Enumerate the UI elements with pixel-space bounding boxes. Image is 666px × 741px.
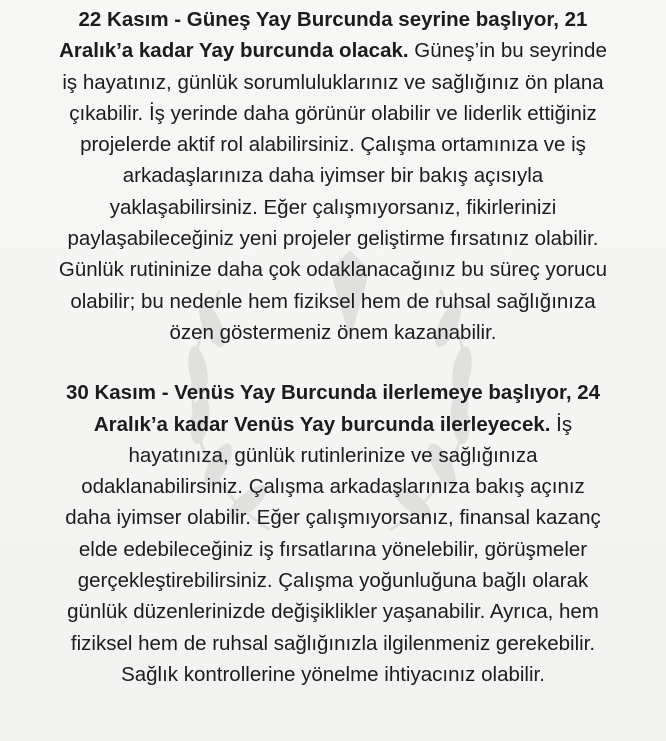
text-line	[10, 534, 656, 565]
text-line	[10, 409, 656, 440]
body-text: gerçekleştirebilirsiniz. Çalışma yoğunluğuna bağlı olarak	[77, 569, 589, 593]
body-text: günlük düzenlerinizde değişiklikler yaşanabilir. Ayrıca, hem	[67, 600, 599, 624]
body-text: elde edebileceğiniz iş fırsatlarına yönelebilir, görüşmeler	[78, 537, 588, 561]
body-text: Güneş’in bu seyrinde	[408, 39, 607, 63]
heading-text: 30 Kasım - Venüs Yay Burcunda ilerlemeye başlıyor, 24	[65, 381, 601, 405]
body-text: yaklaşabilirsiniz. Eğer çalışmıyorsanız, fikirlerinizi	[109, 195, 557, 219]
body-text: fiziksel hem de ruhsal sağlığınızla ilgilenmeniz gerekebilir.	[70, 631, 596, 655]
heading-text: Aralık’a kadar Venüs Yay burcunda ilerleyecek.	[93, 412, 551, 436]
text-line	[10, 471, 656, 502]
text-line	[10, 628, 656, 659]
text-line	[10, 596, 656, 627]
body-text: Sağlık kontrollerine yönelme ihtiyacınız olabilir.	[121, 662, 545, 686]
horoscope-article	[0, 4, 666, 690]
body-text: daha iyimser olabilir. Eğer çalışmıyorsanız, finansal kazanç	[65, 506, 601, 530]
text-line	[10, 223, 656, 254]
body-text: iş hayatınız, günlük sorumluluklarınız ve sağlığınız ön plana	[62, 70, 604, 94]
text-line	[10, 440, 656, 471]
text-line	[10, 129, 656, 160]
body-text: hayatınıza, günlük rutinlerinize ve sağlığınıza	[128, 443, 538, 467]
section-venus-in-sagittarius	[0, 377, 666, 690]
text-line	[10, 192, 656, 223]
body-text: çıkabilir. İş yerinde daha görünür olabilir ve liderlik ettiğiniz	[69, 101, 597, 125]
heading-text: 22 Kasım - Güneş Yay Burcunda seyrine başlıyor, 21	[78, 8, 588, 31]
text-line	[10, 286, 656, 317]
text-line	[10, 67, 656, 98]
body-text: İş	[550, 412, 573, 436]
body-text: projelerde aktif rol alabilirsiniz. Çalışma ortamınıza ve iş	[80, 133, 586, 157]
text-line	[10, 254, 656, 285]
section-sun-in-sagittarius	[0, 4, 666, 348]
body-text: Günlük rutininize daha çok odaklanacağınız bu süreç yorucu	[58, 258, 608, 282]
body-text: özen göstermeniz önem kazanabilir.	[169, 320, 497, 344]
paragraph-gap	[0, 348, 666, 377]
heading-text: Aralık’a kadar Yay burcunda olacak.	[59, 39, 409, 63]
text-line	[10, 377, 656, 408]
text-line	[10, 35, 656, 66]
text-line	[10, 160, 656, 191]
text-line	[10, 4, 656, 35]
text-line	[10, 502, 656, 533]
body-text: arkadaşlarınıza daha iyimser bir bakış açısıyla	[122, 164, 544, 188]
text-line	[10, 659, 656, 690]
body-text: paylaşabileceğiniz yeni projeler geliştirme fırsatınız olabilir.	[67, 227, 599, 251]
text-line	[10, 565, 656, 596]
text-line	[10, 98, 656, 129]
body-text: olabilir; bu nedenle hem fiziksel hem de ruhsal sağlığınıza	[70, 289, 596, 313]
body-text: odaklanabilirsiniz. Çalışma arkadaşlarınıza bakış açınız	[81, 475, 585, 499]
text-line	[10, 317, 656, 348]
